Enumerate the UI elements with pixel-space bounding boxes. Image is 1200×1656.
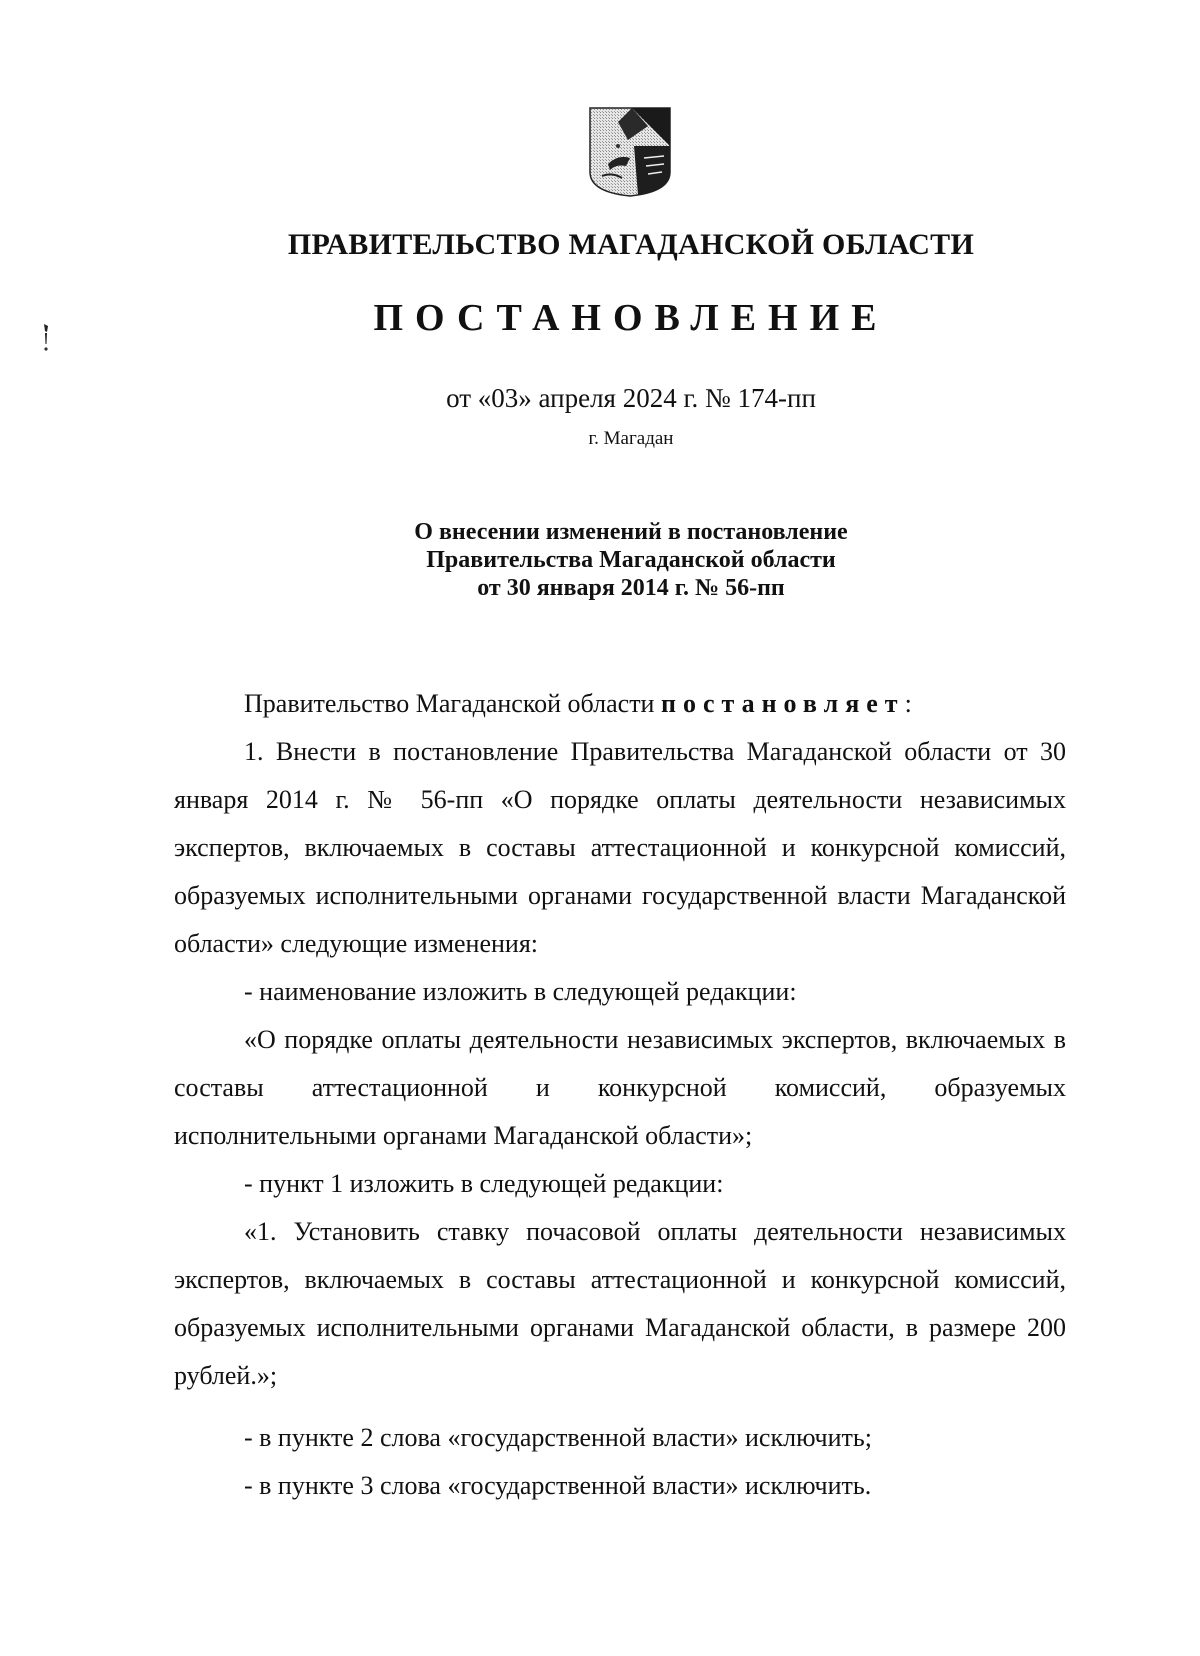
document-city: г. Магадан	[588, 428, 674, 449]
intro-paragraph	[174, 680, 1066, 728]
paragraph-6: - в пункте 2 слова «государственной власти» исключить;	[244, 1423, 872, 1452]
government-title: ПРАВИТЕЛЬСТВО МАГАДАНСКОЙ ОБЛАСТИ	[287, 228, 975, 261]
intro-text: Правительство Магаданской области	[244, 689, 661, 718]
document-body	[174, 680, 1066, 1510]
paragraph-7: - в пункте 3 слова «государственной власти» исключить.	[244, 1471, 872, 1500]
paragraph-2: - наименование изложить в следующей редакции:	[244, 977, 797, 1006]
subject-line-3: от 30 января 2014 г. № 56-пп	[477, 575, 785, 601]
paragraph-5: «1. Установить ставку почасовой оплаты деятельности независимых экспертов, включаемых в составы аттестационной и конкурсной комиссий, образуемых исполнительными органами Магаданской области, в размере 200 рублей.»;	[174, 1217, 1066, 1390]
document-date-number: от «03» апреля 2024 г. № 174-пп	[446, 383, 816, 413]
coat-of-arms-icon	[588, 106, 672, 198]
intro-resolves: постановляет	[660, 689, 905, 718]
document-type-title: ПОСТАНОВЛЕНИЕ	[373, 297, 889, 339]
subject-line-2: Правительства Магаданской области	[426, 547, 836, 573]
subject-line-1: О внесении изменений в постановление	[414, 519, 848, 545]
paragraph-1: 1. Внести в постановление Правительства Магаданской области от 30 января 2014 г. № 56-пп «О порядке оплаты деятельности независимых экспертов, включаемых в составы аттестационной и конкурсной комиссий, образуемых исполнительными органами государственной власти Магаданской области» следующие изменения:	[174, 737, 1066, 958]
document-subject	[0, 518, 1200, 602]
paragraph-4: - пункт 1 изложить в следующей редакции:	[244, 1169, 724, 1198]
paragraph-3: «О порядке оплаты деятельности независимых экспертов, включаемых в составы аттестационной и конкурсной комиссий, образуемых исполнительными органами Магаданской области»;	[174, 1025, 1066, 1150]
intro-colon: :	[904, 689, 912, 718]
